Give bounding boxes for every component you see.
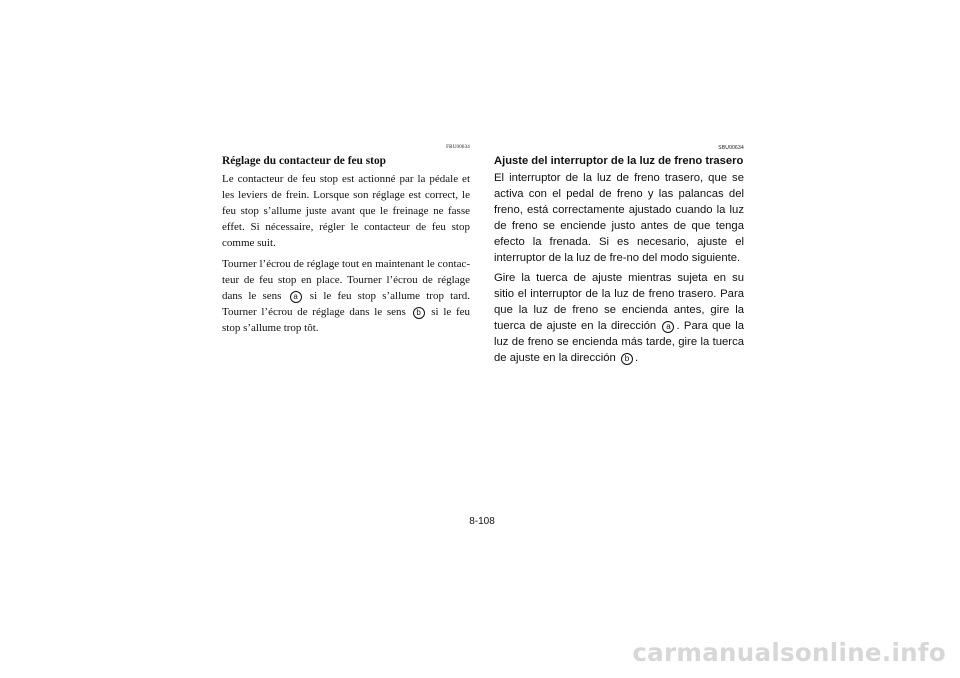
paragraph-2-part-1: Gire la tuerca de ajuste mientras sujeta en su sitio el interruptor de la luz de freno trasero. Para que la luz de freno se encienda antes, gire la tuerca de ajuste en la dirección (494, 271, 744, 332)
paragraph-2 (222, 256, 470, 336)
paragraph-2-part-2: . Para que la luz de freno se encienda más tarde, gire la tuerca de ajuste en la dirección (494, 319, 745, 365)
marker-b-icon: b (621, 353, 633, 365)
marker-a-icon: a (662, 321, 674, 333)
marker-b-icon: b (413, 307, 425, 319)
paragraph-1: El interruptor de la luz de freno trasero, que se activa con el pedal de freno y las palancas del freno, está correctamente ajustado cuando la luz de freno se enciende justo antes de que tenga efecto la frenada. Si es necesario, ajuste el interruptor de la luz de fre-no del modo siguiente. (494, 172, 744, 265)
marker-a-icon: a (290, 291, 302, 303)
section-heading: Réglage du contacteur de feu stop (222, 155, 386, 167)
paragraph-2-part-1: Tourner l’écrou de réglage tout en maintenant le contac-teur de feu stop en place. Tourner l’écrou de réglage dans le sens (222, 258, 470, 302)
spanish-column (494, 145, 744, 369)
paragraph-2-part-2: si le feu stop s’allume trop tard. Tourner l’écrou de réglage dans le sens (222, 290, 471, 318)
paragraph-2-part-3: . (634, 352, 639, 365)
watermark: carmanualsonline.info (632, 638, 946, 667)
paragraph-2 (494, 270, 744, 367)
french-column (222, 145, 470, 341)
section-code: FBU00634 (446, 145, 470, 150)
page-number: 8-108 (469, 516, 495, 527)
section-heading: Ajuste del interruptor de la luz de freno trasero (494, 155, 744, 167)
section-code: SBU00634 (718, 145, 744, 151)
paragraph-1: Le contacteur de feu stop est actionné par la pédale et les leviers de frein. Lorsque son réglage est correct, le feu stop s’allume juste avant que le freinage ne fasse effet. Si nécessaire, régler le contacteur de feu stop comme suit. (222, 173, 470, 249)
paragraph-2-part-3: si le feu stop s’allume trop tôt. (222, 306, 471, 334)
